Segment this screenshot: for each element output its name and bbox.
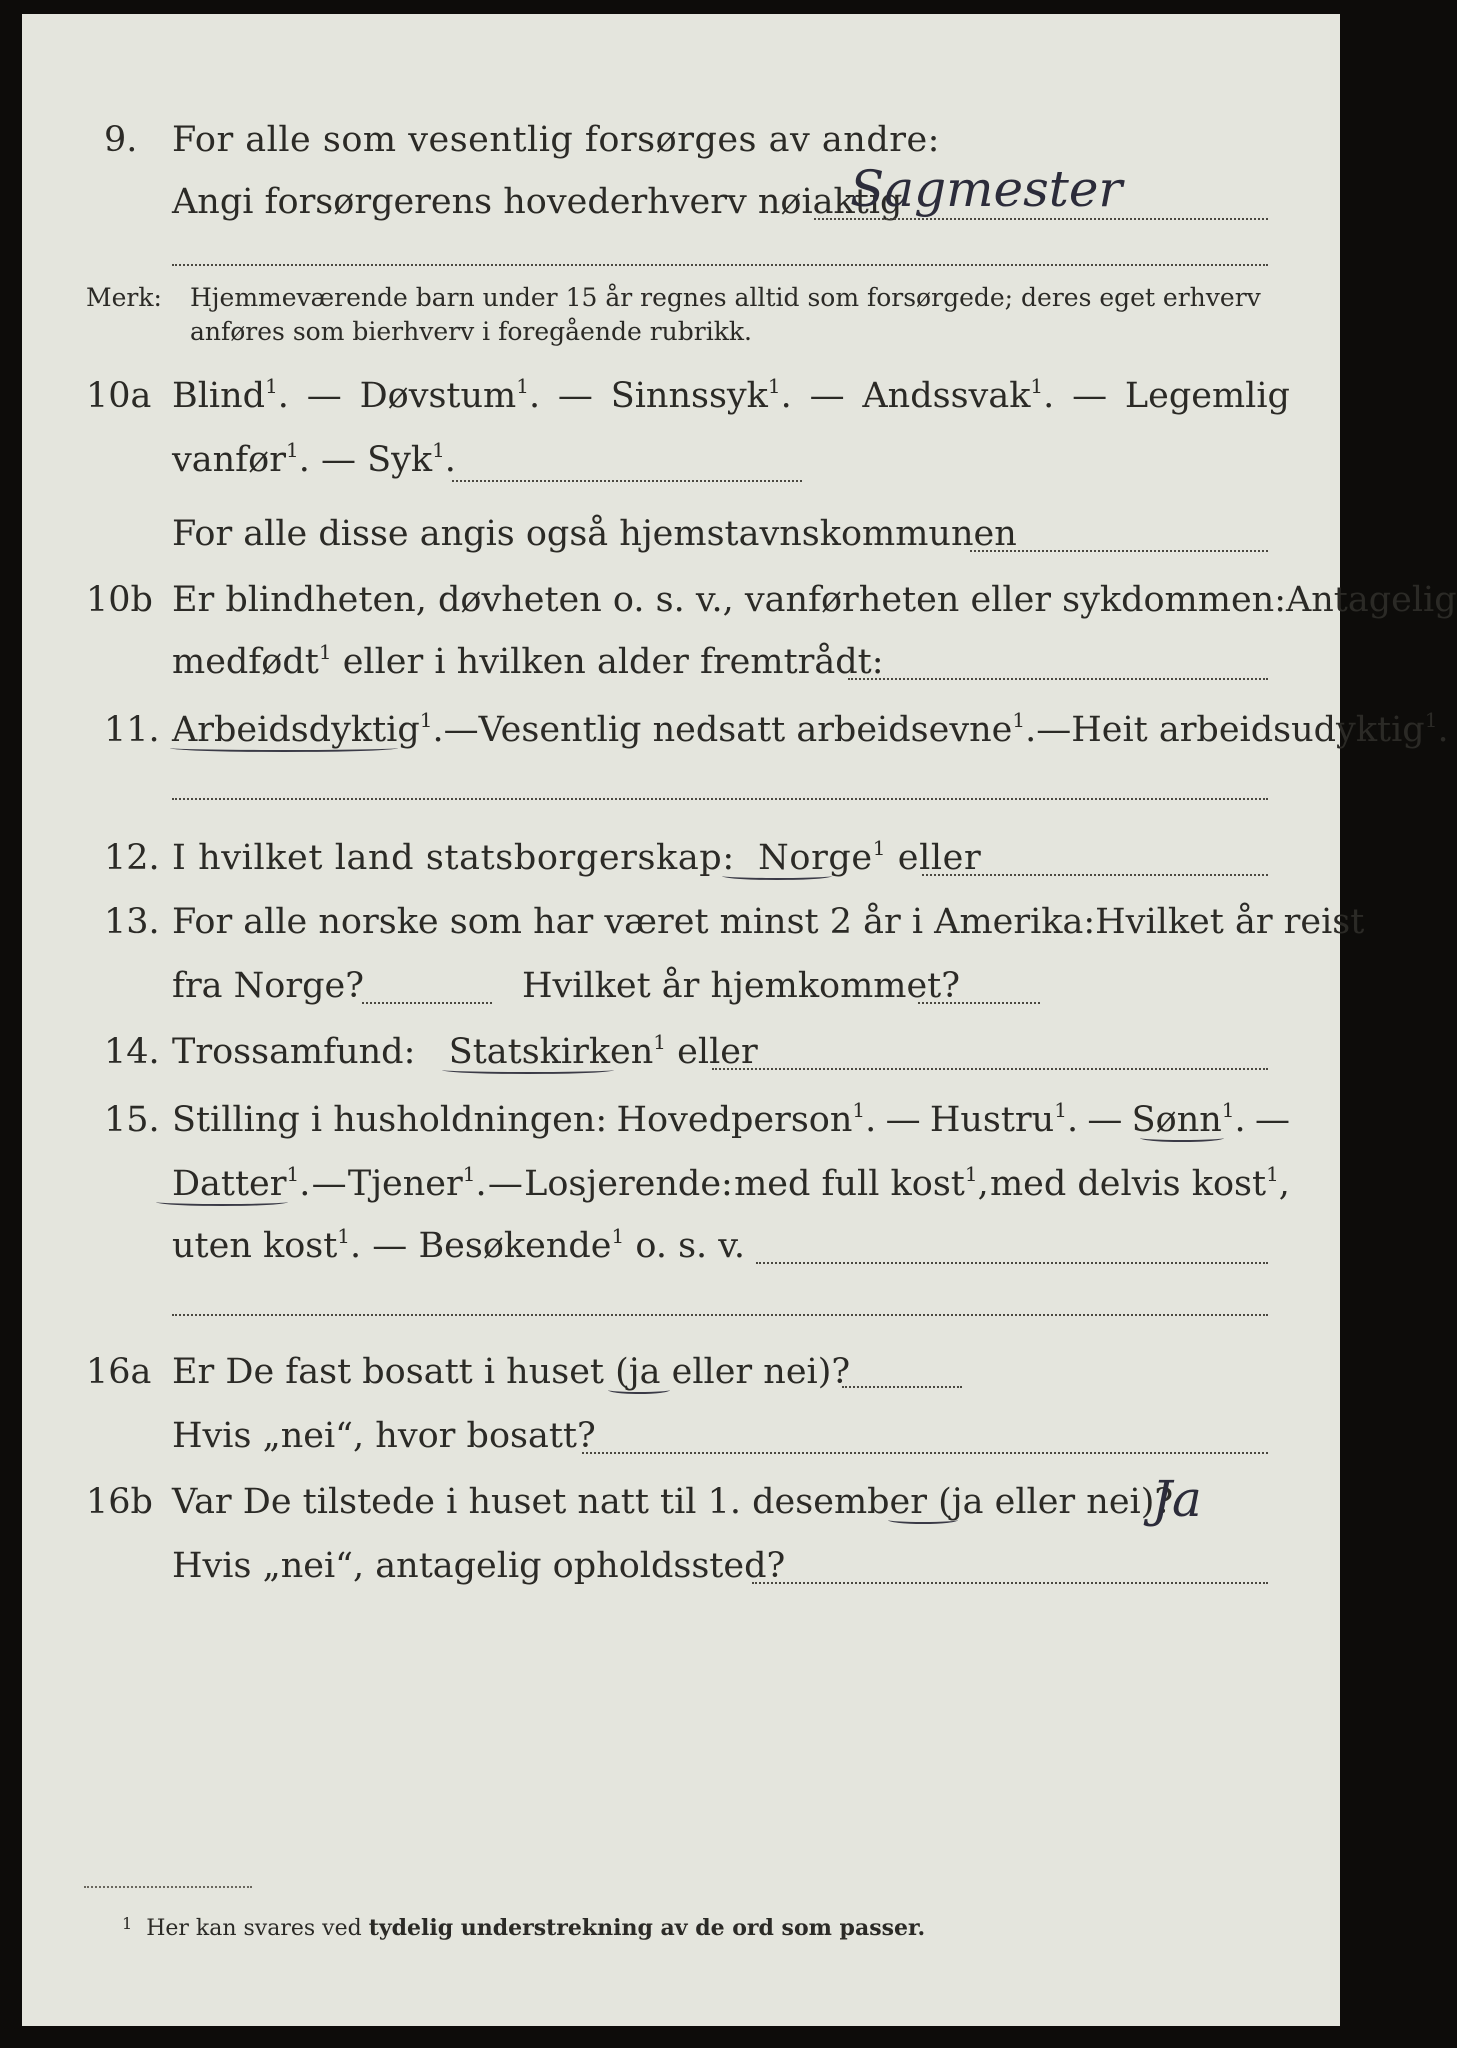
dash: — xyxy=(443,710,479,750)
dash: — xyxy=(487,1164,523,1204)
handwritten-underline xyxy=(1140,1134,1224,1142)
question-text: I hvilket land statsborgerskap: xyxy=(172,838,735,878)
dash: — xyxy=(885,1100,921,1140)
option-dovstum: Døvstum xyxy=(359,376,517,416)
note-text: Hjemmeværende barn under 15 år regnes alltid som forsørgede; deres eget erhverv xyxy=(190,283,1261,312)
option-antagelig: Antagelig xyxy=(1285,580,1457,620)
question-options: Blind$^1$. — Døvstum$^1$. — Sinnssyk$^1$. — Andssvak$^1$. — Legemlig xyxy=(172,374,1290,416)
option-full-kost: med full kost xyxy=(734,1164,965,1204)
question-text: Var De tilstede i huset natt til 1. desember (ja eller nei)? xyxy=(172,1482,1174,1522)
option-datter: Datter xyxy=(172,1164,287,1204)
census-form-page: 9. For alle som vesentlig forsørges av andre: Angi forsørgerens hovederhverv nøiaktig Sagmester Merk: Hjemmeværende barn under 15 år regnes alltid som forsørgede; deres eget erhverv anføres som bierhverv i foregående rubrikk. 10a Blind$^1$. — Døvstum$^1$. — Sinnssyk$^1$. — Andssvak$^1$. — Legemlig vanfør$^1$. — Syk$^1$. For alle disse angis også hjemstavnskommunen 10b Er blindheten, døvheten o. s. v., vanførheten eller sykdommen: Antagelig medfødt$^1$ eller i hvilken alder fremtrådt: 11. Arbeidsdyktig$^1$. — Vesentlig nedsatt arbeidsevne$^1$. — Heit arbeidsudyktig$^1$. 12. I hvilket land statsborgerskap: Norge$^1$ eller 13. For alle norske som har været minst 2 år i Amerika: Hvilket år reist fra Norge? Hvilket år hjemkommet? 14. Trossamfund: Statskirken$^1$ eller 15. Stilling i husholdningen: Hovedperson$^1$. — Hustru$^1$. — Sønn$^1$. — Datter$^1$. — Tjener$^1$. — Losjerende: med full kost$^1$, med delvis kost$^1$, uten kost$^1$. — Besøkende$^1$ o. s. v. 16a Er De fast bosatt i huset (ja eller nei)? Hvis „nei“, hvor bosatt? 16b Var De tilstede i huset natt til 1. desember (ja eller nei)? Ja Hvis „nei“, antagelig opholdssted? $^1$ Her kan svares ved tydelig understrekning av de ord som passer. xyxy=(22,14,1340,2026)
option-osv: o. s. v. xyxy=(635,1226,746,1266)
handwritten-underline xyxy=(170,744,398,752)
answer-line xyxy=(814,218,1268,220)
question-number: 16b xyxy=(86,1482,153,1522)
handwritten-answer-occupation: Sagmester xyxy=(850,160,1123,218)
question-text: Angi forsørgerens hovederhverv nøiaktig xyxy=(172,182,903,222)
answer-line xyxy=(582,1452,1268,1454)
answer-line xyxy=(172,798,1268,800)
option-hovedperson: Hovedperson xyxy=(616,1100,853,1140)
question-number: 14. xyxy=(104,1032,160,1072)
question-text: Trossamfund: xyxy=(172,1032,416,1072)
option-hustru: Hustru xyxy=(929,1100,1055,1140)
footnote xyxy=(122,1910,925,1943)
handwritten-underline xyxy=(442,1066,614,1074)
handwritten-underline xyxy=(888,1516,958,1524)
note-text: anføres som bierhverv i foregående rubrikk. xyxy=(190,317,752,346)
option-besokende: Besøkende xyxy=(418,1226,612,1266)
option-medfodt: medfødt xyxy=(172,642,319,682)
question-text: Hvis „nei“, antagelig opholdssted? xyxy=(172,1546,786,1586)
question-number: 10b xyxy=(86,580,153,620)
dash: — xyxy=(372,1226,408,1266)
question-number: 9. xyxy=(104,120,138,160)
option-tjener: Tjener xyxy=(347,1164,463,1204)
option-losjerende: Losjerende: xyxy=(524,1164,733,1204)
option-syk: Syk xyxy=(367,440,433,480)
question-text: For alle disse angis også hjemstavnskommunen xyxy=(172,514,1017,554)
option-legemlig: Legemlig xyxy=(1124,376,1290,416)
option-vesentlig-nedsatt: Vesentlig nedsatt arbeidsevne xyxy=(478,710,1013,750)
handwritten-underline xyxy=(608,1386,670,1394)
option-eller: eller xyxy=(677,1032,758,1072)
question-number: 15. xyxy=(104,1100,160,1140)
answer-line xyxy=(752,1582,1268,1584)
answer-line xyxy=(172,1314,1268,1316)
dash: — xyxy=(306,376,342,416)
question-number: 13. xyxy=(104,902,160,942)
option-delvis-kost: med delvis kost xyxy=(989,1164,1267,1204)
option-statskirken: Statskirken xyxy=(448,1032,654,1072)
answer-line xyxy=(922,874,1268,876)
question-number: 16a xyxy=(86,1352,152,1392)
dash: — xyxy=(1072,376,1108,416)
answer-line xyxy=(362,1002,492,1004)
option-norge: Norge xyxy=(758,838,873,878)
option-sinnssyk: Sinnssyk xyxy=(610,376,768,416)
option-eller: eller xyxy=(897,838,982,878)
question-text: Er De fast bosatt i huset (ja eller nei)? xyxy=(172,1352,851,1392)
question-text: Hvis „nei“, hvor bosatt? xyxy=(172,1416,596,1456)
option-heit-arbeidsudyktig: Heit arbeidsudyktig xyxy=(1071,710,1425,750)
dash: — xyxy=(1087,1100,1123,1140)
dash: — xyxy=(320,440,356,480)
dash: — xyxy=(809,376,845,416)
handwritten-answer-ja: Ja xyxy=(1152,1470,1202,1528)
option-blind: Blind xyxy=(172,376,266,416)
option-uten-kost: uten kost xyxy=(172,1226,338,1266)
question-text: eller i hvilken alder fremtrådt: xyxy=(342,642,884,682)
question-text: For alle norske som har været minst 2 år i Amerika: xyxy=(172,902,1096,942)
answer-line xyxy=(918,1002,1040,1004)
answer-line xyxy=(452,480,802,482)
question-number: 10a xyxy=(86,376,152,416)
question-text: fra Norge? xyxy=(172,966,364,1006)
footnote-mark: 1 xyxy=(122,1914,133,1933)
dash: — xyxy=(311,1164,347,1204)
question-text: Hvilket år reist xyxy=(1095,902,1365,942)
answer-line xyxy=(712,1068,1268,1070)
answer-line xyxy=(172,264,1268,266)
option-arbeidsdyktig: Arbeidsdyktig xyxy=(172,710,420,750)
note-label: Merk: xyxy=(86,283,162,312)
question-number: 11. xyxy=(104,710,160,750)
dash: — xyxy=(557,376,593,416)
answer-line xyxy=(848,678,1268,680)
question-number: 12. xyxy=(104,838,160,878)
footnote-divider xyxy=(84,1886,252,1888)
answer-line xyxy=(756,1262,1268,1264)
option-vanfor: vanfør xyxy=(172,440,286,480)
handwritten-underline xyxy=(156,1198,288,1206)
question-text: Hvilket år hjemkommet? xyxy=(522,966,961,1006)
dash: — xyxy=(1254,1100,1290,1140)
question-text: Stilling i husholdningen: xyxy=(172,1100,608,1140)
option-sonn: Sønn xyxy=(1131,1100,1222,1140)
footnote-text-bold: tydelig understrekning av de ord som passer. xyxy=(368,1915,926,1941)
footnote-text: Her kan svares ved xyxy=(146,1916,362,1941)
handwritten-underline xyxy=(722,872,832,880)
question-text: For alle som vesentlig forsørges av andre: xyxy=(172,120,940,160)
answer-line xyxy=(842,1386,962,1388)
dash: — xyxy=(1036,710,1072,750)
option-andssvak: Andssvak xyxy=(862,376,1031,416)
question-text: Er blindheten, døvheten o. s. v., vanførheten eller sykdommen: xyxy=(172,580,1286,620)
answer-line xyxy=(970,550,1268,552)
